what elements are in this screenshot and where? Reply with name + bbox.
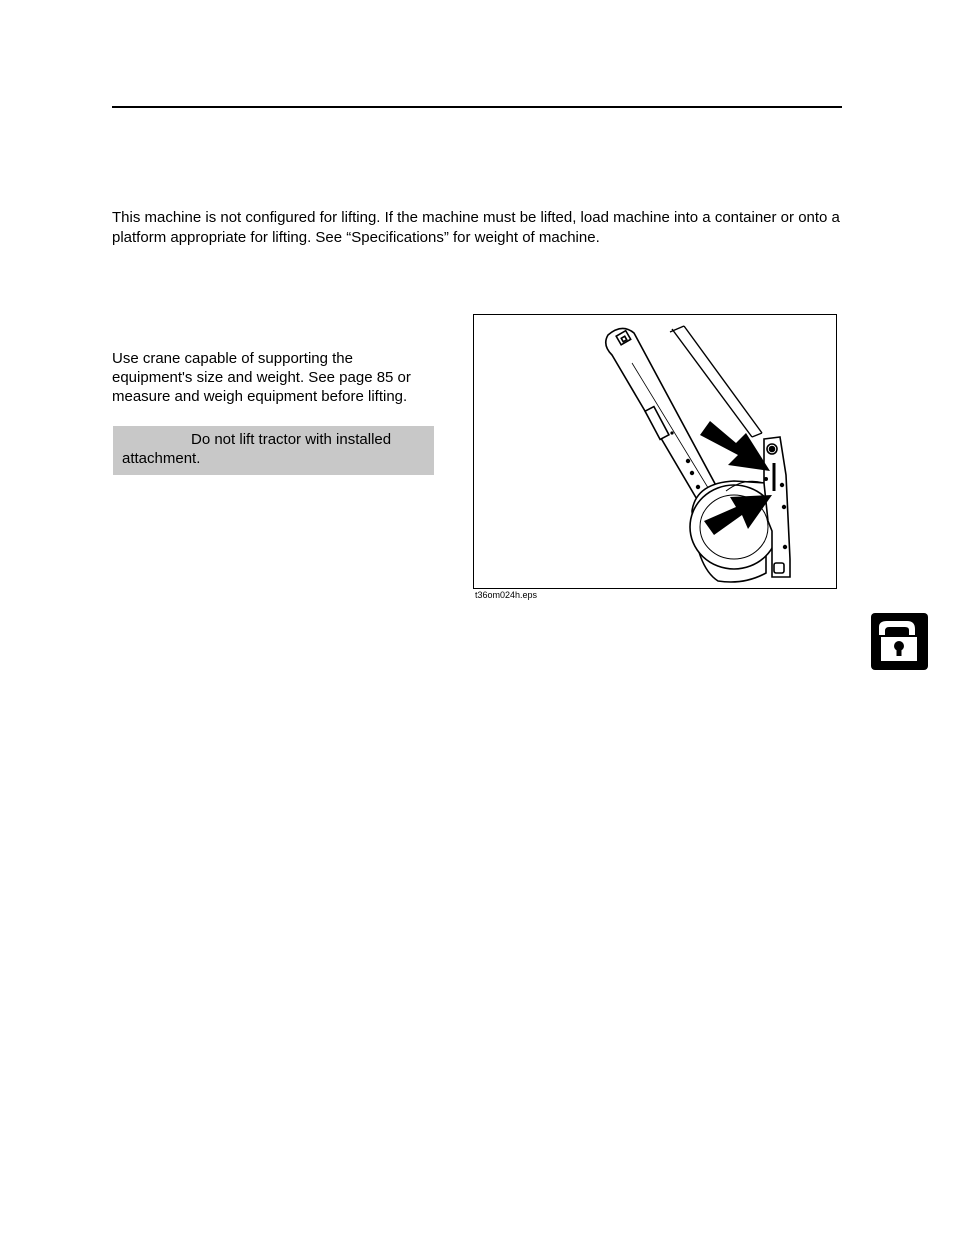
lock-icon <box>871 613 928 670</box>
attachment-lifting-illustration <box>473 314 837 589</box>
intro-paragraph: This machine is not configured for lifting. If the machine must be lifted, load machine into a container or onto a platform appropriate for lifting. See “Specifications” for weight of machine. <box>112 209 840 246</box>
notice-box <box>113 426 434 475</box>
main-arm <box>606 328 720 501</box>
attachment-illustration-svg <box>474 315 837 589</box>
notice-text: Do not lift tractor with installed attachment. <box>122 431 392 467</box>
rear-arm <box>670 326 762 437</box>
header-rule <box>112 106 842 108</box>
figure-caption: t36om024h.eps <box>475 590 538 600</box>
crane-instructions: Use crane capable of supporting the equipment's size and weight. See page 85 or measure and weigh equipment before lifting. <box>112 350 411 405</box>
